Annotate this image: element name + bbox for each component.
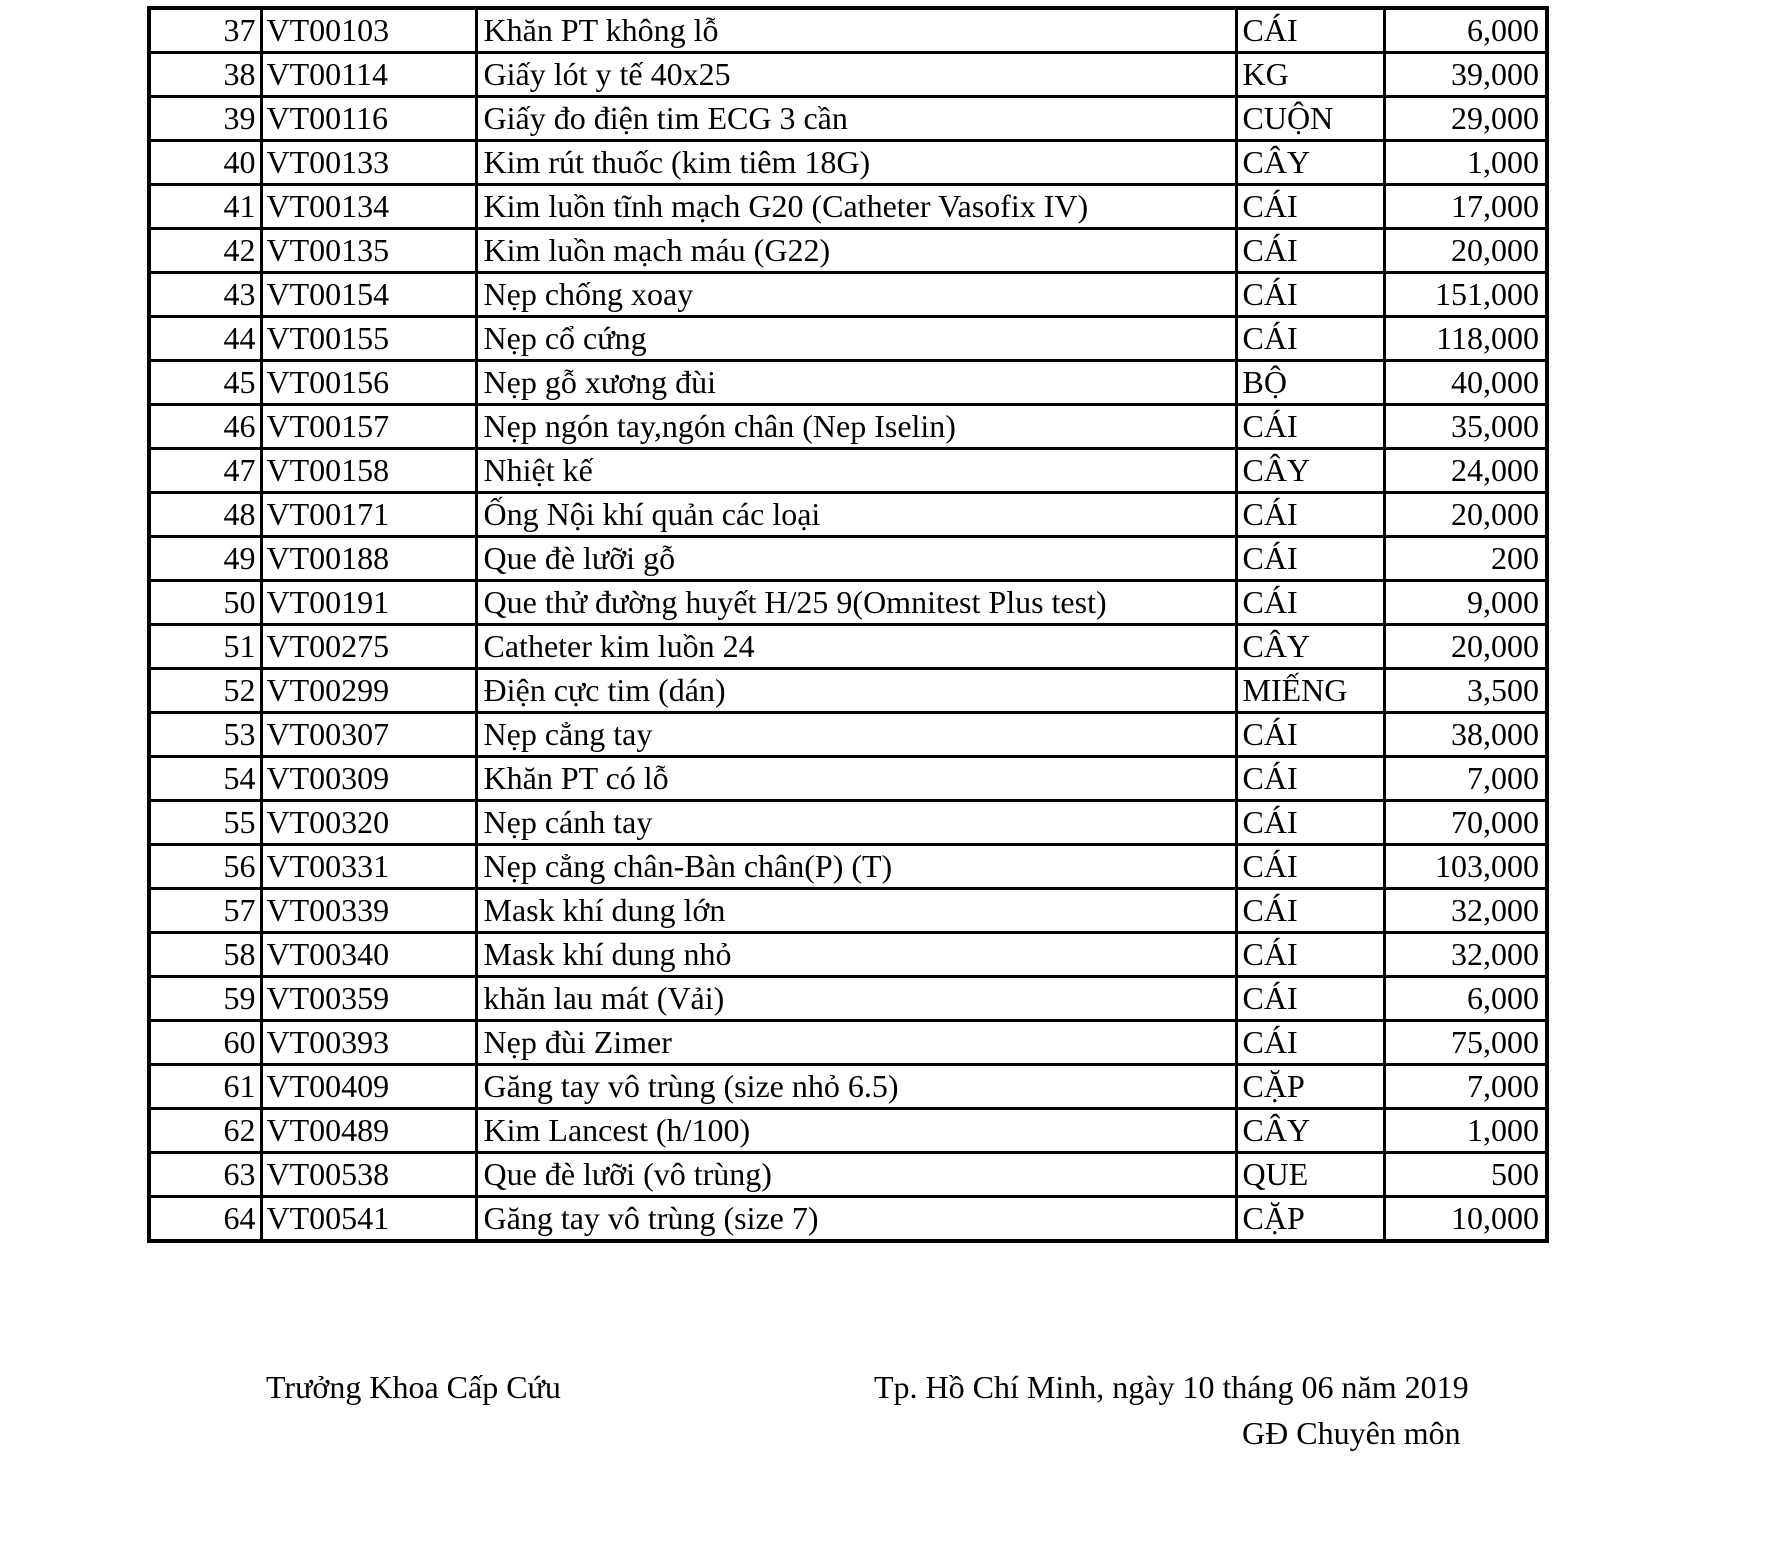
item-code-cell: VT00135 bbox=[261, 229, 476, 273]
unit-cell: CÁI bbox=[1236, 537, 1384, 581]
row-number-cell: 49 bbox=[149, 537, 261, 581]
item-code-cell: VT00538 bbox=[261, 1153, 476, 1197]
item-name-cell: Nẹp gỗ xương đùi bbox=[476, 361, 1236, 405]
price-cell: 9,000 bbox=[1384, 581, 1547, 625]
item-name-cell: Que thử đường huyết H/25 9(Omnitest Plus test) bbox=[476, 581, 1236, 625]
price-cell: 500 bbox=[1384, 1153, 1547, 1197]
unit-cell: CÂY bbox=[1236, 449, 1384, 493]
table-row bbox=[149, 1021, 1547, 1065]
table-row bbox=[149, 317, 1547, 361]
unit-cell: CÁI bbox=[1236, 273, 1384, 317]
date-location-line: Tp. Hồ Chí Minh, ngày 10 tháng 06 năm 2019 bbox=[874, 1369, 1469, 1405]
item-name-cell: Khăn PT có lỗ bbox=[476, 757, 1236, 801]
item-code-cell: VT00171 bbox=[261, 493, 476, 537]
director-signature-label: GĐ Chuyên môn bbox=[1242, 1415, 1461, 1451]
item-name-cell: Khăn PT không lỗ bbox=[476, 8, 1236, 53]
table-row bbox=[149, 889, 1547, 933]
table-row bbox=[149, 713, 1547, 757]
item-name-cell: Kim Lancest (h/100) bbox=[476, 1109, 1236, 1153]
table-row bbox=[149, 1153, 1547, 1197]
price-cell: 118,000 bbox=[1384, 317, 1547, 361]
row-number-cell: 47 bbox=[149, 449, 261, 493]
price-cell: 20,000 bbox=[1384, 229, 1547, 273]
item-name-cell: Que đè lưỡi gỗ bbox=[476, 537, 1236, 581]
item-code-cell: VT00275 bbox=[261, 625, 476, 669]
row-number-cell: 41 bbox=[149, 185, 261, 229]
item-code-cell: VT00309 bbox=[261, 757, 476, 801]
item-code-cell: VT00541 bbox=[261, 1197, 476, 1242]
price-cell: 32,000 bbox=[1384, 933, 1547, 977]
unit-cell: CÁI bbox=[1236, 713, 1384, 757]
item-name-cell: Ống Nội khí quản các loại bbox=[476, 493, 1236, 537]
item-code-cell: VT00191 bbox=[261, 581, 476, 625]
row-number-cell: 46 bbox=[149, 405, 261, 449]
unit-cell: CÁI bbox=[1236, 185, 1384, 229]
table-row bbox=[149, 625, 1547, 669]
item-name-cell: Nẹp cánh tay bbox=[476, 801, 1236, 845]
item-code-cell: VT00299 bbox=[261, 669, 476, 713]
price-cell: 70,000 bbox=[1384, 801, 1547, 845]
item-name-cell: Catheter kim luồn 24 bbox=[476, 625, 1236, 669]
unit-cell: CÁI bbox=[1236, 405, 1384, 449]
item-code-cell: VT00133 bbox=[261, 141, 476, 185]
item-code-cell: VT00154 bbox=[261, 273, 476, 317]
item-name-cell: Giấy đo điện tim ECG 3 cần bbox=[476, 97, 1236, 141]
item-code-cell: VT00103 bbox=[261, 8, 476, 53]
unit-cell: CÁI bbox=[1236, 493, 1384, 537]
table-row bbox=[149, 933, 1547, 977]
row-number-cell: 61 bbox=[149, 1065, 261, 1109]
table-row bbox=[149, 977, 1547, 1021]
row-number-cell: 38 bbox=[149, 53, 261, 97]
item-name-cell: Nẹp cẳng chân-Bàn chân(P) (T) bbox=[476, 845, 1236, 889]
row-number-cell: 55 bbox=[149, 801, 261, 845]
unit-cell: CÁI bbox=[1236, 801, 1384, 845]
row-number-cell: 63 bbox=[149, 1153, 261, 1197]
table-row bbox=[149, 229, 1547, 273]
unit-cell: CÁI bbox=[1236, 757, 1384, 801]
price-cell: 7,000 bbox=[1384, 1065, 1547, 1109]
unit-cell: CẶP bbox=[1236, 1065, 1384, 1109]
row-number-cell: 52 bbox=[149, 669, 261, 713]
item-name-cell: Giấy lót y tế 40x25 bbox=[476, 53, 1236, 97]
price-cell: 29,000 bbox=[1384, 97, 1547, 141]
item-name-cell: Nhiệt kế bbox=[476, 449, 1236, 493]
price-cell: 1,000 bbox=[1384, 1109, 1547, 1153]
item-name-cell: khăn lau mát (Vải) bbox=[476, 977, 1236, 1021]
price-cell: 24,000 bbox=[1384, 449, 1547, 493]
unit-cell: CÁI bbox=[1236, 977, 1384, 1021]
item-code-cell: VT00340 bbox=[261, 933, 476, 977]
table-row bbox=[149, 1065, 1547, 1109]
price-cell: 35,000 bbox=[1384, 405, 1547, 449]
table-row bbox=[149, 53, 1547, 97]
item-name-cell: Que đè lưỡi (vô trùng) bbox=[476, 1153, 1236, 1197]
table-row bbox=[149, 8, 1547, 53]
supplies-price-table bbox=[147, 6, 1549, 1243]
table-row bbox=[149, 757, 1547, 801]
department-head-signature-label: Trưởng Khoa Cấp Cứu bbox=[266, 1369, 561, 1405]
unit-cell: QUE bbox=[1236, 1153, 1384, 1197]
item-name-cell: Mask khí dung lớn bbox=[476, 889, 1236, 933]
item-code-cell: VT00157 bbox=[261, 405, 476, 449]
unit-cell: CÂY bbox=[1236, 141, 1384, 185]
price-cell: 1,000 bbox=[1384, 141, 1547, 185]
row-number-cell: 51 bbox=[149, 625, 261, 669]
row-number-cell: 50 bbox=[149, 581, 261, 625]
table-body bbox=[149, 8, 1547, 1241]
price-cell: 17,000 bbox=[1384, 185, 1547, 229]
table-row bbox=[149, 405, 1547, 449]
item-name-cell: Kim luồn tĩnh mạch G20 (Catheter Vasofix IV) bbox=[476, 185, 1236, 229]
row-number-cell: 53 bbox=[149, 713, 261, 757]
price-cell: 75,000 bbox=[1384, 1021, 1547, 1065]
price-cell: 38,000 bbox=[1384, 713, 1547, 757]
item-code-cell: VT00134 bbox=[261, 185, 476, 229]
item-name-cell: Găng tay vô trùng (size 7) bbox=[476, 1197, 1236, 1242]
price-cell: 200 bbox=[1384, 537, 1547, 581]
table-row bbox=[149, 1197, 1547, 1242]
unit-cell: CÁI bbox=[1236, 845, 1384, 889]
row-number-cell: 39 bbox=[149, 97, 261, 141]
item-code-cell: VT00158 bbox=[261, 449, 476, 493]
row-number-cell: 56 bbox=[149, 845, 261, 889]
item-name-cell: Điện cực tim (dán) bbox=[476, 669, 1236, 713]
item-name-cell: Nẹp cổ cứng bbox=[476, 317, 1236, 361]
unit-cell: CÁI bbox=[1236, 229, 1384, 273]
unit-cell: CÁI bbox=[1236, 933, 1384, 977]
price-cell: 32,000 bbox=[1384, 889, 1547, 933]
table-row bbox=[149, 1109, 1547, 1153]
row-number-cell: 45 bbox=[149, 361, 261, 405]
unit-cell: CÁI bbox=[1236, 8, 1384, 53]
row-number-cell: 42 bbox=[149, 229, 261, 273]
item-code-cell: VT00188 bbox=[261, 537, 476, 581]
table-row bbox=[149, 581, 1547, 625]
unit-cell: CÁI bbox=[1236, 317, 1384, 361]
item-name-cell: Mask khí dung nhỏ bbox=[476, 933, 1236, 977]
row-number-cell: 43 bbox=[149, 273, 261, 317]
price-cell: 3,500 bbox=[1384, 669, 1547, 713]
row-number-cell: 60 bbox=[149, 1021, 261, 1065]
price-cell: 103,000 bbox=[1384, 845, 1547, 889]
item-name-cell: Nẹp ngón tay,ngón chân (Nep Iselin) bbox=[476, 405, 1236, 449]
table-row bbox=[149, 493, 1547, 537]
table-row bbox=[149, 97, 1547, 141]
item-code-cell: VT00116 bbox=[261, 97, 476, 141]
price-cell: 10,000 bbox=[1384, 1197, 1547, 1242]
row-number-cell: 62 bbox=[149, 1109, 261, 1153]
price-cell: 40,000 bbox=[1384, 361, 1547, 405]
item-code-cell: VT00320 bbox=[261, 801, 476, 845]
item-code-cell: VT00489 bbox=[261, 1109, 476, 1153]
row-number-cell: 37 bbox=[149, 8, 261, 53]
item-code-cell: VT00114 bbox=[261, 53, 476, 97]
price-cell: 20,000 bbox=[1384, 625, 1547, 669]
row-number-cell: 40 bbox=[149, 141, 261, 185]
table-row bbox=[149, 185, 1547, 229]
item-code-cell: VT00307 bbox=[261, 713, 476, 757]
item-name-cell: Kim rút thuốc (kim tiêm 18G) bbox=[476, 141, 1236, 185]
table-row bbox=[149, 845, 1547, 889]
row-number-cell: 48 bbox=[149, 493, 261, 537]
price-cell: 39,000 bbox=[1384, 53, 1547, 97]
item-code-cell: VT00409 bbox=[261, 1065, 476, 1109]
item-code-cell: VT00156 bbox=[261, 361, 476, 405]
row-number-cell: 44 bbox=[149, 317, 261, 361]
item-code-cell: VT00359 bbox=[261, 977, 476, 1021]
table-row bbox=[149, 449, 1547, 493]
row-number-cell: 59 bbox=[149, 977, 261, 1021]
item-code-cell: VT00155 bbox=[261, 317, 476, 361]
unit-cell: CÁI bbox=[1236, 889, 1384, 933]
item-name-cell: Kim luồn mạch máu (G22) bbox=[476, 229, 1236, 273]
price-cell: 6,000 bbox=[1384, 8, 1547, 53]
item-code-cell: VT00339 bbox=[261, 889, 476, 933]
unit-cell: BỘ bbox=[1236, 361, 1384, 405]
price-cell: 20,000 bbox=[1384, 493, 1547, 537]
item-name-cell: Găng tay vô trùng (size nhỏ 6.5) bbox=[476, 1065, 1236, 1109]
row-number-cell: 64 bbox=[149, 1197, 261, 1242]
price-cell: 7,000 bbox=[1384, 757, 1547, 801]
table-row bbox=[149, 669, 1547, 713]
item-code-cell: VT00393 bbox=[261, 1021, 476, 1065]
price-cell: 151,000 bbox=[1384, 273, 1547, 317]
unit-cell: CÁI bbox=[1236, 581, 1384, 625]
unit-cell: CÂY bbox=[1236, 625, 1384, 669]
unit-cell: CÂY bbox=[1236, 1109, 1384, 1153]
item-name-cell: Nẹp chống xoay bbox=[476, 273, 1236, 317]
unit-cell: CÁI bbox=[1236, 1021, 1384, 1065]
row-number-cell: 58 bbox=[149, 933, 261, 977]
table-row bbox=[149, 273, 1547, 317]
item-code-cell: VT00331 bbox=[261, 845, 476, 889]
unit-cell: KG bbox=[1236, 53, 1384, 97]
unit-cell: CẶP bbox=[1236, 1197, 1384, 1242]
row-number-cell: 54 bbox=[149, 757, 261, 801]
row-number-cell: 57 bbox=[149, 889, 261, 933]
table-row bbox=[149, 361, 1547, 405]
unit-cell: MIẾNG bbox=[1236, 669, 1384, 713]
unit-cell: CUỘN bbox=[1236, 97, 1384, 141]
table-row bbox=[149, 141, 1547, 185]
price-cell: 6,000 bbox=[1384, 977, 1547, 1021]
table-row bbox=[149, 537, 1547, 581]
item-name-cell: Nẹp đùi Zimer bbox=[476, 1021, 1236, 1065]
table-row bbox=[149, 801, 1547, 845]
item-name-cell: Nẹp cẳng tay bbox=[476, 713, 1236, 757]
